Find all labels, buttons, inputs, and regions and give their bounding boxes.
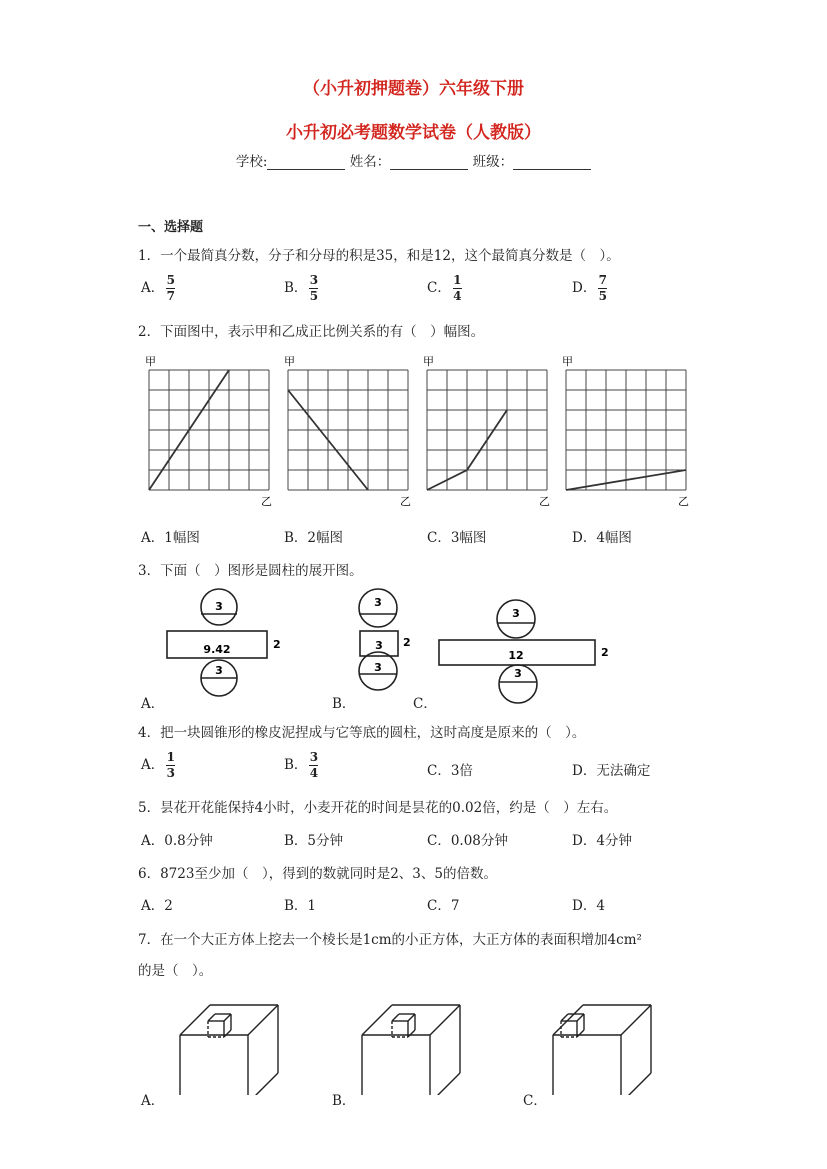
cube-edge <box>561 1014 568 1021</box>
cube-edge <box>408 1014 415 1021</box>
question-5-text: 5．昙花开花能保持4小时，小麦开花的时间是昙花的0.02倍，约是（ ）左右。 <box>138 800 618 816</box>
q6-option-a[interactable]: A．2 <box>141 898 173 914</box>
q4-option-a[interactable] <box>141 751 175 780</box>
option-label: A． <box>141 280 165 296</box>
q7-option-c[interactable]: C． <box>523 1093 547 1109</box>
q4-option-d[interactable]: D．无法确定 <box>572 763 651 779</box>
circle-label: 3 <box>512 607 520 620</box>
cube-edge <box>577 1014 584 1021</box>
q4-option-c[interactable]: C．3倍 <box>427 763 473 779</box>
x-axis-label: 乙 <box>400 495 411 508</box>
cube-edge <box>224 1014 231 1021</box>
question-2-text: 2．下面图中，表示甲和乙成正比例关系的有（ ）幅图。 <box>138 324 485 340</box>
graph-1 <box>145 355 272 508</box>
fraction <box>309 751 318 780</box>
option-label: D． <box>572 280 597 296</box>
fraction <box>166 751 175 780</box>
q5-option-b[interactable]: B．5分钟 <box>284 833 344 849</box>
cube-edge <box>577 1030 584 1037</box>
student-info-line <box>0 150 827 170</box>
q2-option-b[interactable]: B．2幅图 <box>284 530 344 546</box>
cube-edge <box>362 1005 392 1035</box>
numerator: 1 <box>453 273 462 287</box>
y-axis-label: 甲 <box>145 355 156 368</box>
q6-option-b[interactable]: B．1 <box>284 898 317 914</box>
option-label: B． <box>284 757 308 773</box>
cube-edge <box>392 1014 399 1021</box>
circle-label: 3 <box>374 661 382 674</box>
fraction <box>598 274 607 303</box>
q6-option-c[interactable]: C．7 <box>427 898 460 914</box>
denominator: 7 <box>166 289 175 303</box>
exam-title-line2: 小升初必考题数学试卷（人教版） <box>286 123 541 143</box>
fraction <box>453 274 462 303</box>
fraction <box>166 274 175 303</box>
cube-figure-3 <box>553 1005 651 1095</box>
rect-label: 12 <box>508 649 524 662</box>
numerator: 1 <box>166 750 175 764</box>
q2-option-c[interactable]: C．3幅图 <box>427 530 487 546</box>
rect-label: 3 <box>375 639 383 652</box>
option-label: A． <box>141 757 165 773</box>
cube-edge <box>248 1073 278 1095</box>
option-label: C． <box>427 280 451 296</box>
q7-option-a[interactable]: A． <box>141 1093 165 1109</box>
x-axis-label: 乙 <box>261 495 272 508</box>
q1-option-d[interactable] <box>572 274 607 303</box>
q6-option-d[interactable]: D．4 <box>572 898 605 914</box>
net-figure-b <box>359 589 411 690</box>
y-axis-label: 甲 <box>423 355 434 368</box>
cube-edge <box>208 1014 215 1021</box>
q3-option-b[interactable]: B． <box>332 696 356 712</box>
numerator: 3 <box>309 750 319 764</box>
q3-option-c[interactable]: C． <box>413 696 437 712</box>
numerator: 5 <box>166 273 175 287</box>
question-6-text: 6．8723至少加（ ），得到的数就同时是2、3、5的倍数。 <box>138 866 497 882</box>
height-label: 2 <box>273 638 281 651</box>
fraction <box>309 274 318 303</box>
cube-group <box>180 1005 651 1095</box>
denominator: 5 <box>598 289 607 303</box>
q5-option-d[interactable]: D．4分钟 <box>572 833 632 849</box>
numerator: 3 <box>309 273 319 287</box>
question-7-text-line2: 的是（ ）。 <box>138 963 213 979</box>
q2-graphs <box>140 352 700 512</box>
net-figure-c <box>439 600 609 703</box>
q3-option-a[interactable]: A． <box>141 696 165 712</box>
name-label: 姓名： <box>349 154 391 170</box>
denominator: 3 <box>166 766 175 780</box>
class-label: 班级： <box>472 154 514 170</box>
rect-label: 9.42 <box>203 643 231 656</box>
option-label: B． <box>284 280 308 296</box>
q7-option-b[interactable]: B． <box>332 1093 356 1109</box>
exam-title-line1: （小升初押题卷）六年级下册 <box>303 79 524 99</box>
cube-figure-2 <box>362 1005 460 1095</box>
cube-figure-1 <box>180 1005 278 1095</box>
q7-cubes <box>140 995 680 1095</box>
cube-edge <box>430 1073 460 1095</box>
school-blank[interactable] <box>267 153 345 170</box>
graph-3 <box>423 355 550 508</box>
numerator: 7 <box>598 273 607 287</box>
graph-4 <box>562 355 689 508</box>
section-title: 一、选择题 <box>138 220 204 235</box>
circle-label: 3 <box>215 664 223 677</box>
school-label: 学校: <box>235 154 268 170</box>
question-3-text: 3．下面（ ）图形是圆柱的展开图。 <box>138 563 363 579</box>
class-blank[interactable] <box>513 153 591 170</box>
y-axis-label: 甲 <box>562 355 573 368</box>
q1-option-a[interactable] <box>141 274 175 303</box>
question-7-text-line1: 7．在一个大正方体上挖去一个棱长是1cm的小正方体，大正方体的表面积增加4cm² <box>138 932 642 948</box>
circle-label: 3 <box>215 600 223 613</box>
net-figure-a <box>167 589 281 696</box>
q5-option-a[interactable]: A．0.8分钟 <box>141 833 213 849</box>
denominator: 4 <box>309 766 319 780</box>
q1-option-b[interactable] <box>284 274 318 303</box>
circle-label: 3 <box>514 667 522 680</box>
question-1-text: 1．一个最简真分数，分子和分母的积是35，和是12，这个最简真分数是（ ）。 <box>138 248 620 264</box>
cube-edge <box>430 1005 460 1035</box>
cube-edge <box>621 1073 651 1095</box>
cube-edge <box>621 1005 651 1035</box>
q3-figures <box>140 586 620 711</box>
x-axis-label: 乙 <box>539 495 550 508</box>
cube-edge <box>224 1030 231 1037</box>
x-axis-label: 乙 <box>678 495 689 508</box>
q5-option-c[interactable]: C．0.08分钟 <box>427 833 508 849</box>
q2-option-d[interactable]: D．4幅图 <box>572 530 632 546</box>
height-label: 2 <box>601 646 609 659</box>
q4-option-b[interactable] <box>284 751 318 780</box>
cube-edge <box>180 1005 210 1035</box>
grid-group <box>145 355 689 508</box>
q2-option-a[interactable]: A．1幅图 <box>141 530 200 546</box>
question-4-text: 4．把一块圆锥形的橡皮泥捏成与它等底的圆柱，这时高度是原来的（ ）。 <box>138 725 586 741</box>
graph-2 <box>284 355 411 508</box>
q1-option-c[interactable] <box>427 274 462 303</box>
denominator: 4 <box>453 289 462 303</box>
cube-edge <box>408 1030 415 1037</box>
height-label: 2 <box>403 636 411 649</box>
denominator: 5 <box>309 289 319 303</box>
cube-edge <box>248 1005 278 1035</box>
circle-label: 3 <box>374 596 382 609</box>
y-axis-label: 甲 <box>284 355 295 368</box>
name-blank[interactable] <box>390 153 468 170</box>
